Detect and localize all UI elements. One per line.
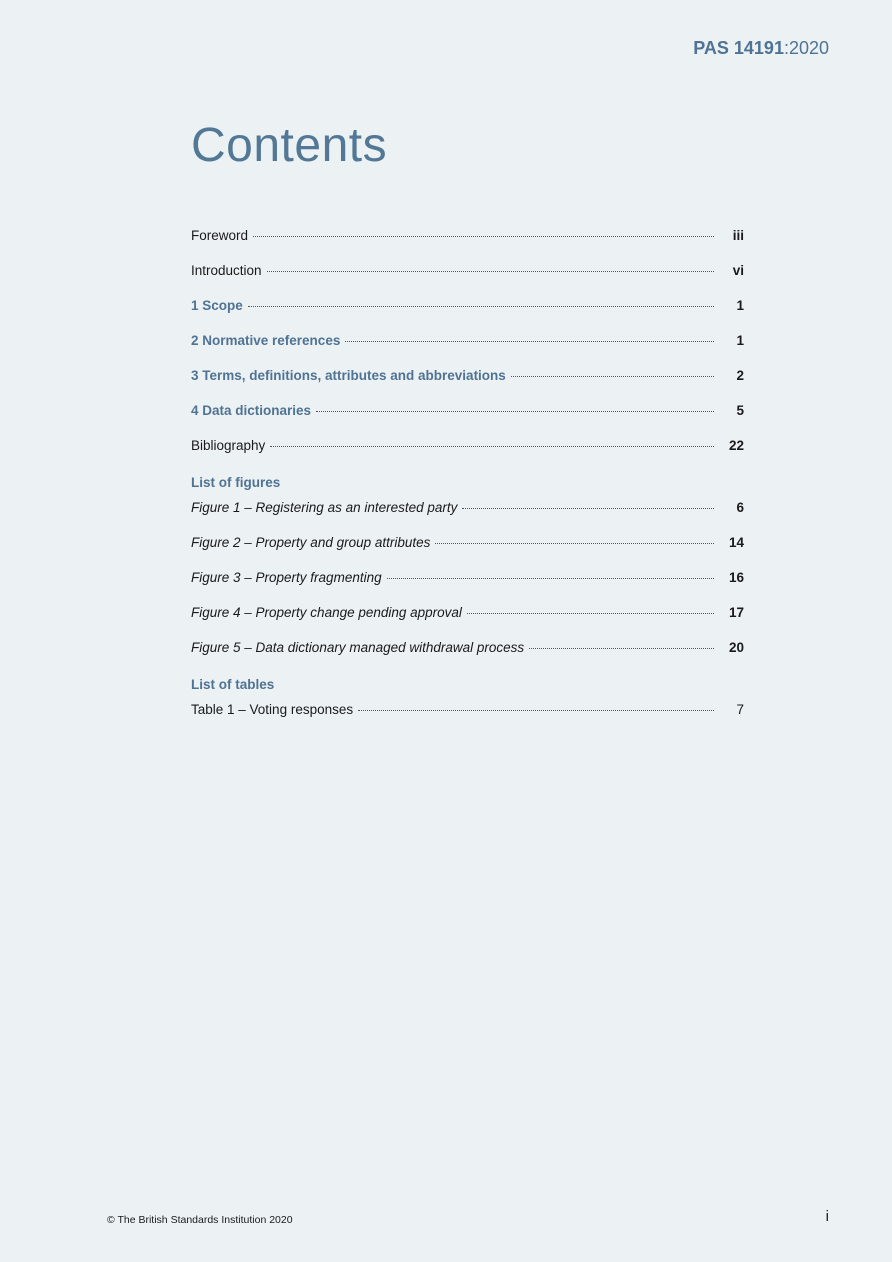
table-of-contents (191, 228, 744, 737)
dot-leader (511, 376, 714, 377)
dot-leader (529, 648, 714, 649)
toc-entry-label: Figure 2 – Property and group attributes (191, 535, 431, 550)
toc-entry-page: 2 (736, 368, 744, 383)
toc-entry-terms-definitions[interactable] (191, 368, 744, 403)
toc-entry-table-1[interactable] (191, 702, 744, 737)
dot-leader (253, 236, 714, 237)
toc-entry-figure-1[interactable] (191, 500, 744, 535)
toc-entry-page: 5 (736, 403, 744, 418)
toc-entry-label: Figure 3 – Property fragmenting (191, 570, 382, 585)
toc-entry-page: 14 (728, 535, 744, 550)
dot-leader (467, 613, 714, 614)
toc-entry-page: 22 (728, 438, 744, 453)
dot-leader (435, 543, 714, 544)
toc-entry-page: 7 (736, 702, 744, 717)
dot-leader (270, 446, 714, 447)
standard-year: :2020 (783, 38, 829, 58)
toc-entry-foreword[interactable] (191, 228, 744, 263)
toc-entry-label: Figure 5 – Data dictionary managed withdrawal process (191, 640, 525, 655)
toc-entry-label: Figure 1 – Registering as an interested party (191, 500, 458, 515)
toc-entry-page: 1 (736, 333, 744, 348)
toc-entry-label: 4 Data dictionaries (191, 403, 312, 418)
dot-leader (387, 578, 714, 579)
standard-code: PAS 14191 (693, 38, 784, 58)
toc-entry-figure-2[interactable] (191, 535, 744, 570)
toc-entry-bibliography[interactable] (191, 438, 744, 473)
toc-entry-page: vi (732, 263, 744, 278)
dot-leader (267, 271, 714, 272)
toc-entry-figure-4[interactable] (191, 605, 744, 640)
list-of-tables-heading: List of tables (191, 677, 275, 692)
toc-entry-page: iii (732, 228, 744, 243)
toc-entry-scope[interactable] (191, 298, 744, 333)
dot-leader (462, 508, 714, 509)
toc-entry-normative-references[interactable] (191, 333, 744, 368)
page-number: i (825, 1208, 829, 1225)
toc-entry-label: Table 1 – Voting responses (191, 702, 354, 717)
toc-entry-page: 6 (736, 500, 744, 515)
toc-entry-page: 16 (728, 570, 744, 585)
toc-entry-label: Figure 4 – Property change pending approval (191, 605, 462, 620)
toc-entry-data-dictionaries[interactable] (191, 403, 744, 438)
toc-entry-figure-5[interactable] (191, 640, 744, 675)
dot-leader (316, 411, 714, 412)
toc-entry-label: 2 Normative references (191, 333, 341, 348)
toc-entry-page: 17 (728, 605, 744, 620)
dot-leader (345, 341, 714, 342)
dot-leader (358, 710, 714, 711)
toc-entry-label: Foreword (191, 228, 249, 243)
toc-entry-label: 1 Scope (191, 298, 243, 313)
page-title: Contents (191, 119, 388, 172)
copyright-notice: © The British Standards Institution 2020 (107, 1214, 293, 1226)
toc-entry-page: 1 (736, 298, 744, 313)
list-of-figures-heading: List of figures (191, 475, 281, 490)
toc-entry-label: 3 Terms, definitions, attributes and abbreviations (191, 368, 506, 383)
document-reference (693, 38, 829, 59)
toc-entry-page: 20 (728, 640, 744, 655)
toc-entry-label: Bibliography (191, 438, 266, 453)
toc-entry-figure-3[interactable] (191, 570, 744, 605)
toc-entry-introduction[interactable] (191, 263, 744, 298)
toc-entry-label: Introduction (191, 263, 262, 278)
dot-leader (248, 306, 714, 307)
